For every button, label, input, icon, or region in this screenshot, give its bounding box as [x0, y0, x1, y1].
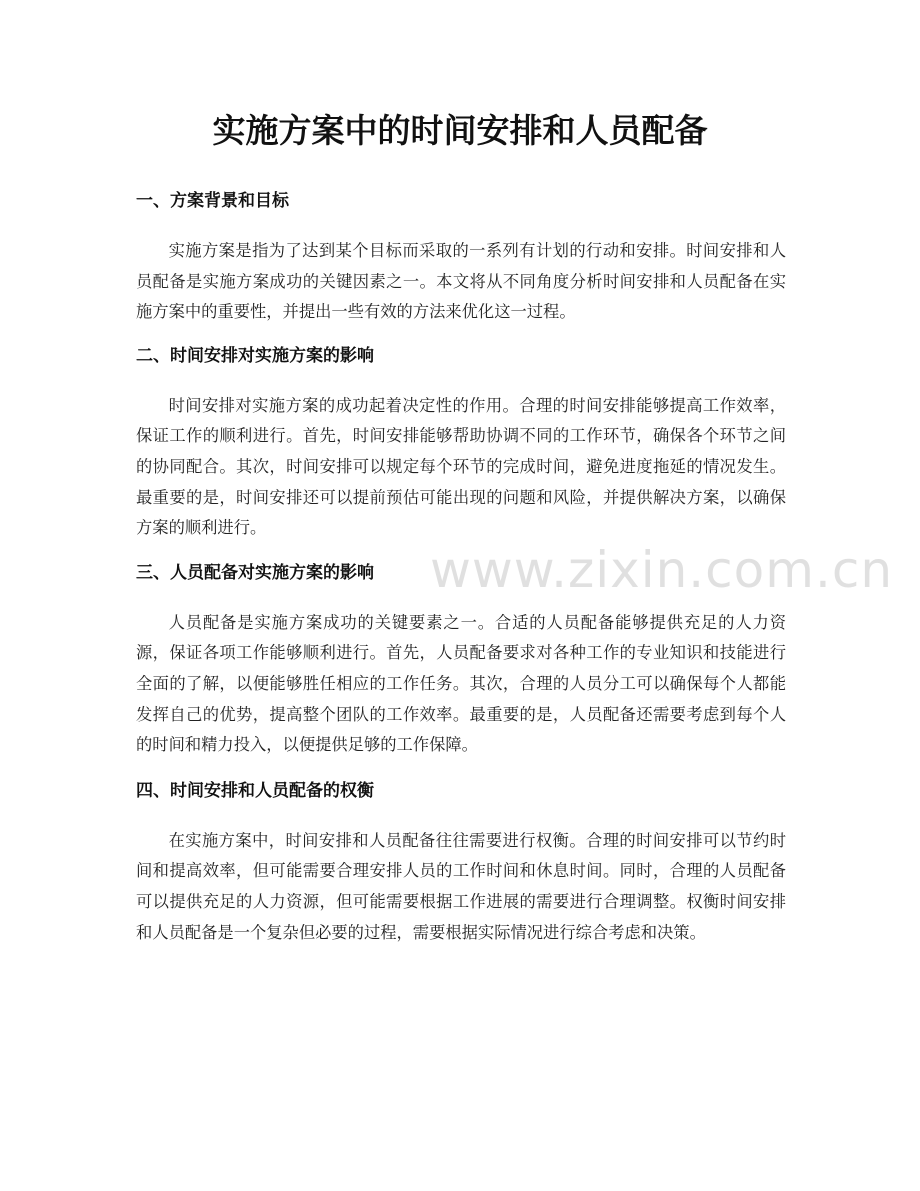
- section-paragraph: 在实施方案中，时间安排和人员配备往往需要进行权衡。合理的时间安排可以节约时间和提高效率，但可能需要合理安排人员的工作时间和休息时间。同时，合理的人员配备可以提供充足的人力资源，但可能需要根据工作进展的需要进行合理调整。权衡时间安排和人员配备是一个复杂但必要的过程，需要根据实际情况进行综合考虑和决策。: [136, 830, 786, 942]
- section-heading: 三、人员配备对实施方案的影响: [136, 562, 374, 583]
- section-heading: 二、时间安排对实施方案的影响: [136, 345, 374, 366]
- section-paragraph: 人员配备是实施方案成功的关键要素之一。合适的人员配备能够提供充足的人力资源，保证各项工作能够顺利进行。首先，人员配备要求对各种工作的专业知识和技能进行全面的了解，以便能够胜任相应的工作任务。其次，合理的人员分工可以确保每个人都能发挥自己的优势，提高整个团队的工作效率。最重要的是，人员配备还需要考虑到每个人的时间和精力投入，以便提供足够的工作保障。: [136, 612, 786, 755]
- watermark: www.zixin.com.cn: [430, 541, 894, 599]
- section-tradeoff: [136, 776, 786, 948]
- section-time-arrangement: [136, 341, 786, 544]
- section-heading: 四、时间安排和人员配备的权衡: [136, 780, 374, 801]
- section-paragraph: 实施方案是指为了达到某个目标而采取的一系列有计划的行动和安排。时间安排和人员配备是实施方案成功的关键因素之一。本文将从不同角度分析时间安排和人员配备在实施方案中的重要性，并提出一些有效的方法来优化这一过程。: [136, 241, 786, 322]
- section-staffing: [136, 558, 786, 761]
- document-title: 实施方案中的时间安排和人员配备: [212, 111, 708, 150]
- section-paragraph: 时间安排对实施方案的成功起着决定性的作用。合理的时间安排能够提高工作效率，保证工作的顺利进行。首先，时间安排能够帮助协调不同的工作环节，确保各个环节之间的协同配合。其次，时间安排可以规定每个环节的完成时间，避免进度拖延的情况发生。最重要的是，时间安排还可以提前预估可能出现的问题和风险，并提供解决方案，以确保方案的顺利进行。: [136, 395, 786, 538]
- section-background: [136, 186, 786, 328]
- section-heading: 一、方案背景和目标: [136, 191, 289, 211]
- document-body: [136, 186, 786, 948]
